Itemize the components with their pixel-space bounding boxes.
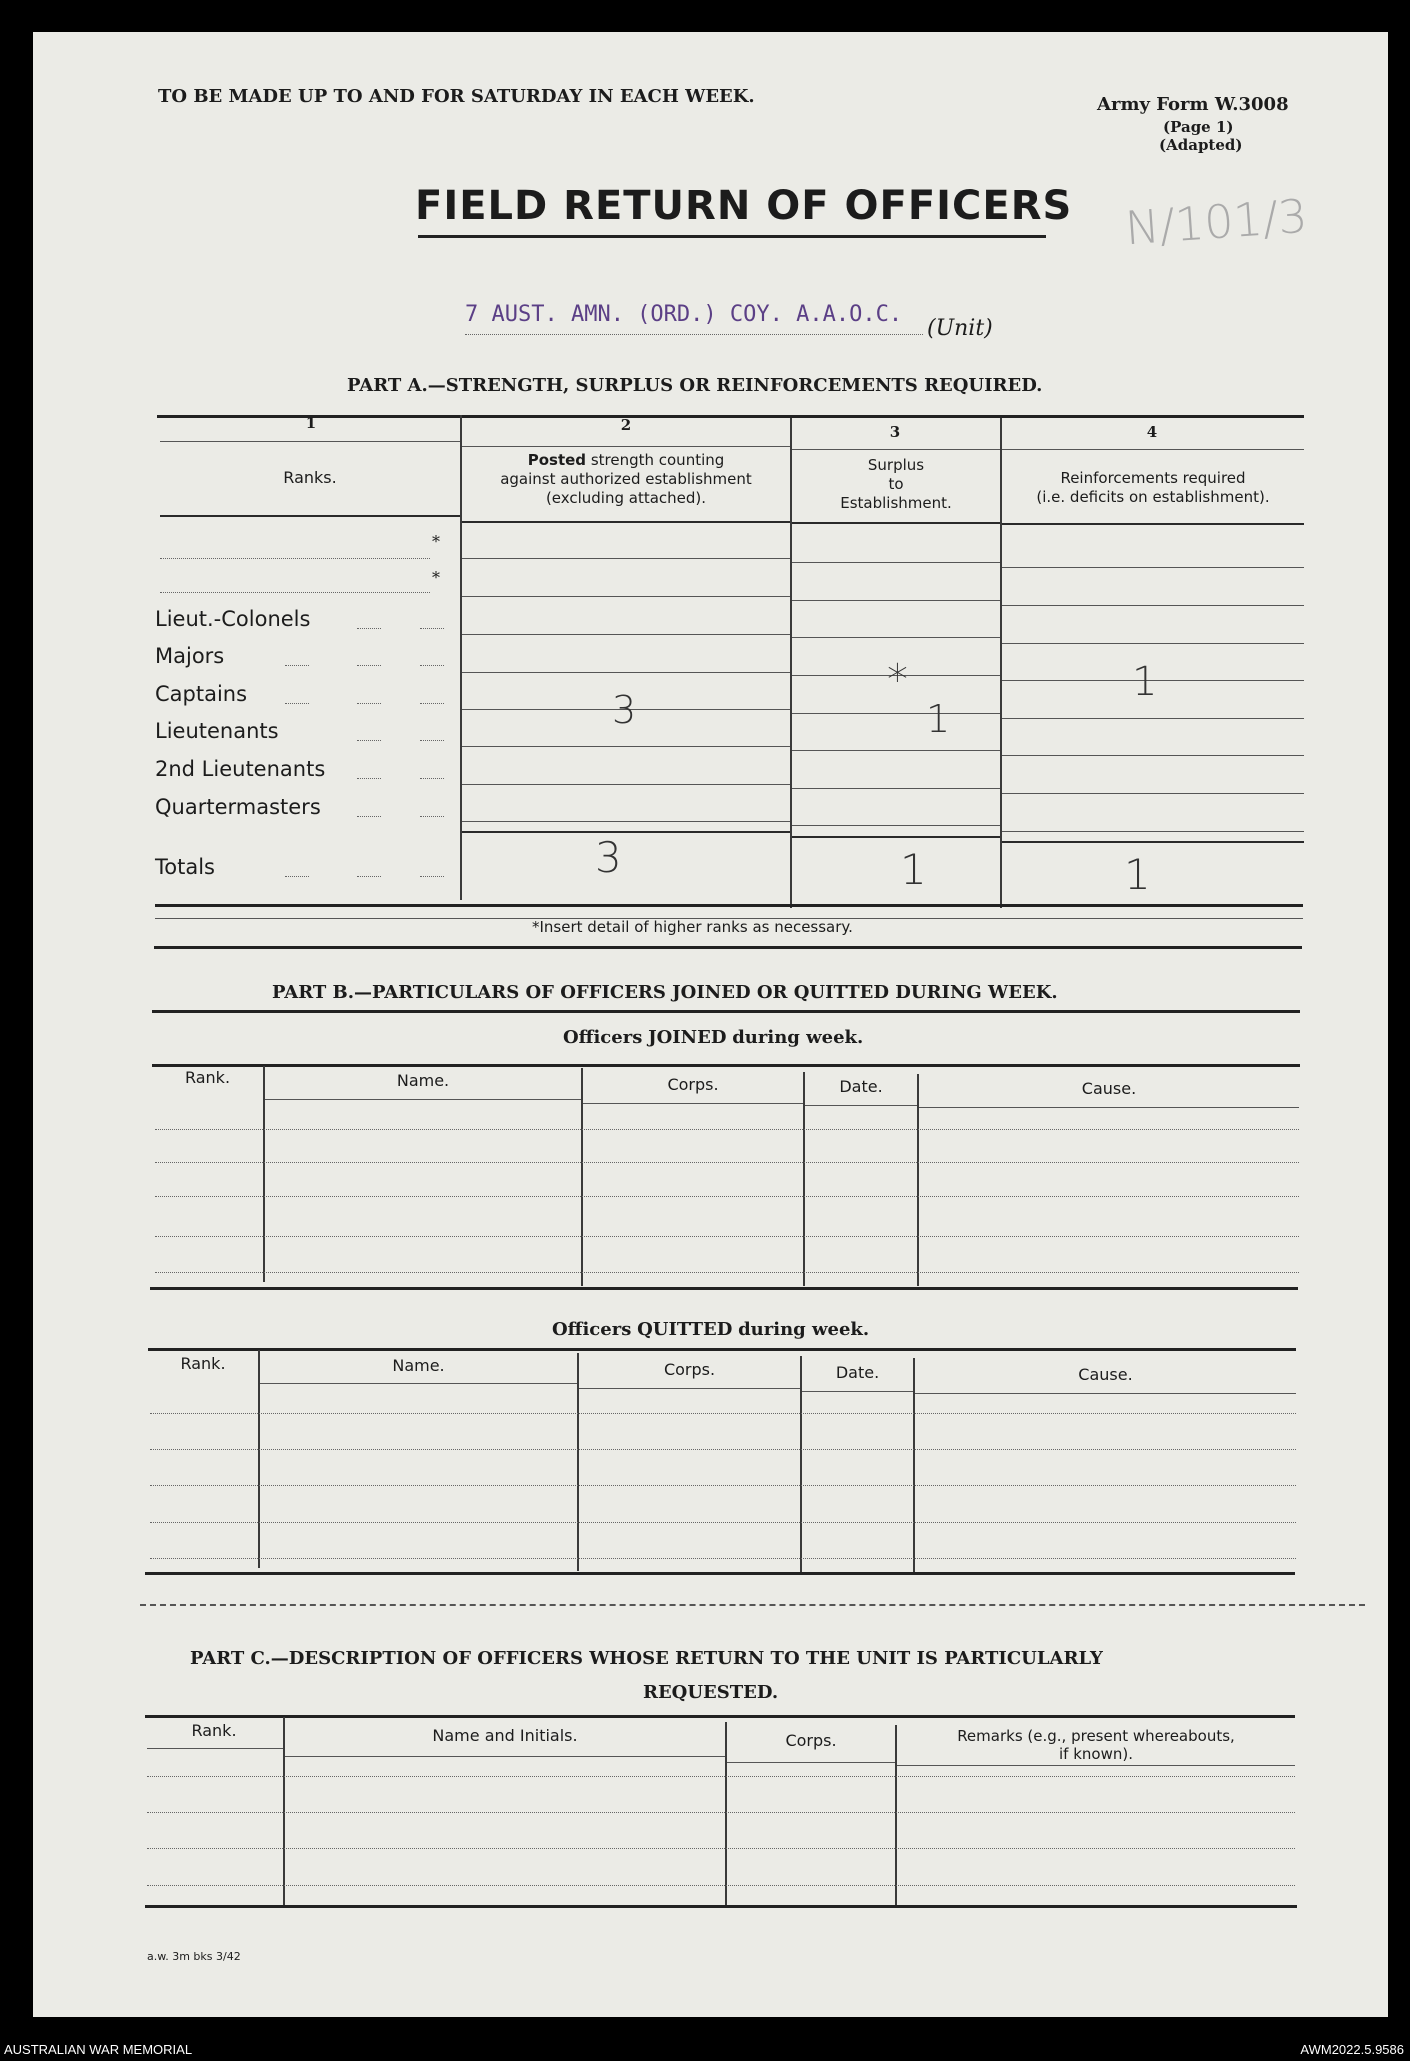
surplus-captains-mark: * <box>887 655 908 704</box>
extra-rank-line <box>160 592 430 593</box>
archive-name: AUSTRALIAN WAR MEMORIAL <box>4 2042 193 2057</box>
unit-stamp: 7 AUST. AMN. (ORD.) COY. A.A.O.C. <box>465 302 903 327</box>
leader-dots <box>420 628 444 629</box>
part-c-col-corps: Corps. <box>785 1731 837 1750</box>
print-code: a.w. 3m bks 3/42 <box>147 1950 241 1963</box>
quitted-table-bottom <box>145 1572 1295 1575</box>
instruction-text: TO BE MADE UP TO AND FOR SATURDAY IN EACH WEEK. <box>158 86 755 107</box>
perforation-line <box>140 1604 1365 1606</box>
joined-row <box>155 1129 1299 1130</box>
posted-header <box>462 451 790 508</box>
quitted-col-divider <box>577 1353 579 1571</box>
reinforcements-row-rule <box>1002 793 1304 794</box>
leader-dots <box>285 665 309 666</box>
quitted-col-name: Name. <box>392 1356 445 1375</box>
reinforcements-row-rule <box>1002 755 1304 756</box>
reinforcements-header-line1: Reinforcements required <box>1060 469 1246 487</box>
archive-footer-bar <box>0 2037 1410 2061</box>
part-a-footnote-rule <box>154 946 1302 949</box>
quitted-header-rule <box>579 1388 800 1389</box>
posted-header-bold: Posted <box>527 451 587 469</box>
part-c-col-divider <box>283 1717 285 1905</box>
extra-rank-line <box>160 558 430 559</box>
joined-row <box>155 1162 1299 1163</box>
reinforcements-totals-rule <box>1002 841 1304 843</box>
leader-dots <box>357 740 381 741</box>
surplus-row-rule <box>792 750 1000 751</box>
part-a-header-rule <box>160 515 460 517</box>
part-c-title-line1: PART C.—DESCRIPTION OF OFFICERS WHOSE RETURN TO THE UNIT IS PARTICULARLY <box>190 1648 1103 1669</box>
reinforcements-row-rule <box>1002 567 1304 568</box>
asterisk-1: * <box>432 532 440 551</box>
posted-row-rule <box>462 821 790 822</box>
reinforcements-row-rule <box>1002 831 1304 832</box>
joined-header-rule <box>583 1103 803 1104</box>
joined-title-post: during week. <box>732 1027 864 1048</box>
joined-row <box>155 1196 1299 1197</box>
posted-header-rest: strength counting <box>590 451 725 469</box>
reinforcements-row-rule <box>1002 718 1304 719</box>
rank-2nd-lieutenants: 2nd Lieutenants <box>155 757 326 781</box>
part-c-remarks-line1: Remarks (e.g., present whereabouts, <box>957 1727 1235 1745</box>
leader-dots <box>357 703 381 704</box>
leader-dots <box>357 876 381 877</box>
part-a-sub-rule <box>1002 449 1304 450</box>
part-c-col-rank: Rank. <box>191 1721 237 1740</box>
archive-reference: AWM2022.5.9586 <box>1300 2042 1404 2057</box>
part-a-title: PART A.—STRENGTH, SURPLUS OR REINFORCEMENTS REQUIRED. <box>347 375 1043 396</box>
leader-dots <box>420 665 444 666</box>
surplus-row-rule <box>792 637 1000 638</box>
part-c-title-line2: REQUESTED. <box>643 1682 779 1703</box>
reinforcements-header <box>1002 469 1304 507</box>
quitted-row <box>150 1485 1296 1486</box>
part-c-table-top <box>145 1715 1295 1718</box>
quitted-table-top <box>148 1348 1296 1351</box>
part-b-title: PART B.—PARTICULARS OF OFFICERS JOINED OR QUITTED DURING WEEK. <box>272 982 1058 1003</box>
quitted-col-rank: Rank. <box>180 1354 226 1373</box>
part-c-remarks-line2: if known). <box>1059 1745 1133 1763</box>
quitted-col-date: Date. <box>835 1363 880 1382</box>
ranks-header: Ranks. <box>283 468 337 487</box>
part-c-row <box>147 1848 1295 1849</box>
title-underline <box>418 235 1046 238</box>
part-c-header-rule <box>727 1762 895 1763</box>
form-page: (Page 1) <box>1163 118 1234 136</box>
surplus-lieutenants-value: 1 <box>926 697 951 741</box>
part-c-row <box>147 1885 1295 1886</box>
part-c-header-rule <box>147 1748 283 1749</box>
quitted-title-pre: Officers <box>552 1319 632 1340</box>
unit-label: (Unit) <box>927 316 993 341</box>
surplus-row-rule <box>792 562 1000 563</box>
col-number-4: 4 <box>1146 423 1158 441</box>
joined-title-key: JOINED <box>648 1027 727 1048</box>
part-c-row <box>147 1776 1295 1777</box>
part-a-top-rule <box>157 415 1304 418</box>
surplus-row-rule <box>792 600 1000 601</box>
quitted-row <box>150 1558 1296 1559</box>
rank-lieut-colonels: Lieut.-Colonels <box>155 607 311 631</box>
surplus-totals-rule <box>792 836 1000 838</box>
posted-row-rule <box>462 672 790 673</box>
quitted-col-corps: Corps. <box>663 1360 716 1379</box>
joined-header-rule <box>805 1105 917 1106</box>
quitted-col-divider <box>800 1356 802 1572</box>
leader-dots <box>420 778 444 779</box>
posted-row-rule <box>462 746 790 747</box>
reinforcements-total-value: 1 <box>1124 850 1151 899</box>
leader-dots <box>285 703 309 704</box>
rank-lieutenants: Lieutenants <box>155 719 279 743</box>
posted-lieutenants-value: 3 <box>612 688 637 732</box>
part-a-sub-rule <box>792 449 1000 450</box>
reinforcements-row-rule <box>1002 605 1304 606</box>
joined-col-name: Name. <box>396 1071 450 1090</box>
rank-captains: Captains <box>155 682 248 706</box>
surplus-header-line3: Establishment. <box>840 494 952 512</box>
joined-table-top <box>152 1064 1300 1067</box>
part-a-footnote: *Insert detail of higher ranks as necessary. <box>532 918 853 936</box>
joined-header-rule <box>919 1107 1299 1108</box>
joined-header-rule <box>265 1099 581 1100</box>
quitted-title <box>552 1319 869 1340</box>
quitted-header-rule <box>260 1383 577 1384</box>
quitted-header-rule <box>915 1393 1296 1394</box>
posted-row-rule <box>462 784 790 785</box>
leader-dots <box>357 816 381 817</box>
posted-header-line2: against authorized establishment <box>500 470 752 488</box>
form-adapted: (Adapted) <box>1159 136 1243 154</box>
joined-col-divider <box>917 1074 919 1286</box>
leader-dots <box>357 665 381 666</box>
posted-totals-rule <box>462 831 790 833</box>
quitted-title-key: QUITTED <box>637 1319 733 1340</box>
asterisk-2: * <box>432 568 440 587</box>
col-number-1: 1 <box>305 414 317 432</box>
surplus-row-rule <box>792 825 1000 826</box>
part-c-row <box>147 1812 1295 1813</box>
form-title: FIELD RETURN OF OFFICERS <box>415 183 1073 229</box>
part-c-col-remarks <box>897 1727 1295 1763</box>
surplus-row-rule <box>792 788 1000 789</box>
quitted-col-cause: Cause. <box>1078 1365 1133 1384</box>
joined-title-pre: Officers <box>563 1027 643 1048</box>
part-a-bottom-rule <box>155 904 1303 907</box>
surplus-header-line2: to <box>888 475 904 493</box>
joined-col-cause: Cause. <box>1081 1079 1137 1098</box>
leader-dots <box>420 876 444 877</box>
totals-label: Totals <box>155 855 215 879</box>
part-c-header-rule <box>897 1765 1295 1766</box>
part-a-header-rule <box>462 521 790 523</box>
quitted-row <box>150 1449 1296 1450</box>
leader-dots <box>420 816 444 817</box>
surplus-total-value: 1 <box>900 845 927 894</box>
leader-dots <box>285 876 309 877</box>
part-c-table-bottom <box>145 1905 1297 1908</box>
quitted-row <box>150 1522 1296 1523</box>
unit-dotted-line <box>465 334 923 335</box>
form-number: Army Form W.3008 <box>1097 94 1289 115</box>
part-a-sub-rule <box>160 441 460 442</box>
leader-dots <box>420 703 444 704</box>
rank-quartermasters: Quartermasters <box>155 795 321 819</box>
quitted-col-divider <box>913 1358 915 1572</box>
leader-dots <box>357 628 381 629</box>
posted-row-rule <box>462 558 790 559</box>
joined-table-bottom <box>150 1287 1298 1290</box>
leader-dots <box>420 740 444 741</box>
posted-row-rule <box>462 634 790 635</box>
part-a-header-rule <box>792 522 1000 524</box>
part-c-header-rule <box>285 1756 725 1757</box>
part-a-sub-rule <box>462 446 790 447</box>
part-c-col-name: Name and Initials. <box>432 1726 578 1745</box>
posted-total-value: 3 <box>595 833 622 882</box>
joined-row <box>155 1272 1299 1273</box>
surplus-header <box>792 456 1000 513</box>
quitted-row <box>150 1413 1296 1414</box>
leader-dots <box>357 778 381 779</box>
col-number-3: 3 <box>889 423 901 441</box>
joined-title <box>563 1027 863 1048</box>
part-b-rule <box>152 1010 1300 1013</box>
posted-row-rule <box>462 596 790 597</box>
joined-col-corps: Corps. <box>667 1075 719 1094</box>
reinforcements-header-line2: (i.e. deficits on establishment). <box>1036 488 1270 506</box>
joined-row <box>155 1236 1299 1237</box>
posted-header-line3: (excluding attached). <box>545 489 707 507</box>
rank-majors: Majors <box>155 644 225 668</box>
col-number-2: 2 <box>620 416 632 434</box>
file-reference: N/101/3 <box>1123 188 1310 256</box>
part-a-header-rule <box>1002 523 1304 525</box>
surplus-header-line1: Surplus <box>867 456 925 474</box>
surplus-row-rule <box>792 713 1000 714</box>
reinforcements-row-rule <box>1002 643 1304 644</box>
reinforcements-captains-value: 1 <box>1132 659 1158 705</box>
quitted-header-rule <box>802 1391 913 1392</box>
joined-col-divider <box>581 1068 583 1286</box>
quitted-title-post: during week. <box>738 1319 870 1340</box>
joined-col-date: Date. <box>839 1077 883 1096</box>
form-sheet <box>33 32 1388 2017</box>
joined-col-rank: Rank. <box>184 1068 231 1087</box>
